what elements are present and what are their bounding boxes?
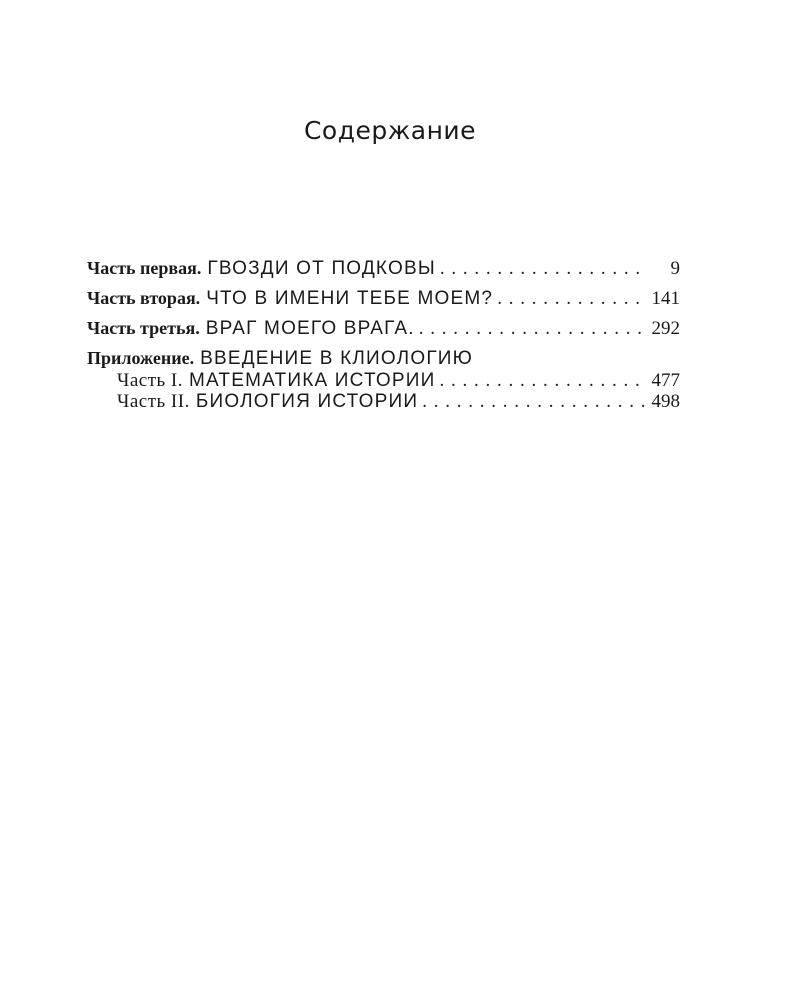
toc-entry-label: Часть первая. [87,258,202,278]
table-of-contents [87,258,680,412]
toc-entry-page: 9 [670,258,680,279]
toc-entry-appendix[interactable] [87,348,680,370]
toc-entry-title: ВРАГ МОЕГО ВРАГА. [205,318,415,339]
toc-subentry-label: Часть I. [117,370,184,391]
toc-leader-dots [419,318,646,340]
toc-leader-dots [439,370,646,392]
toc-leader-dots [440,258,646,280]
toc-entry-page: 292 [651,318,680,339]
toc-subentry-label: Часть II. [117,391,190,412]
toc-subentry-title: МАТЕМАТИКА ИСТОРИИ [189,370,436,391]
toc-entry-label: Часть третья. [87,318,200,338]
toc-subentry-page: 477 [651,370,680,391]
toc-entry-appendix-part-1[interactable] [87,370,680,391]
toc-entry-title: ЧТО В ИМЕНИ ТЕБЕ МОЕМ? [206,288,494,309]
toc-leader-dots [497,288,646,310]
page-title: Содержание [303,116,477,145]
toc-entry-label: Приложение. [87,348,195,368]
toc-entry-part-3[interactable] [87,318,680,348]
toc-subentry-title: БИОЛОГИЯ ИСТОРИИ [195,391,419,412]
toc-entry-part-2[interactable] [87,288,680,318]
toc-entry-part-1[interactable] [87,258,680,288]
toc-entry-title: ВВЕДЕНИЕ В КЛИОЛОГИЮ [200,348,474,369]
toc-entry-label: Часть вторая. [87,288,201,308]
toc-entry-title: ГВОЗДИ ОТ ПОДКОВЫ [207,258,436,279]
toc-entry-appendix-part-2[interactable] [87,391,680,412]
toc-entry-page: 141 [651,288,680,309]
toc-subentry-page: 498 [651,391,680,412]
toc-leader-dots [422,391,646,413]
